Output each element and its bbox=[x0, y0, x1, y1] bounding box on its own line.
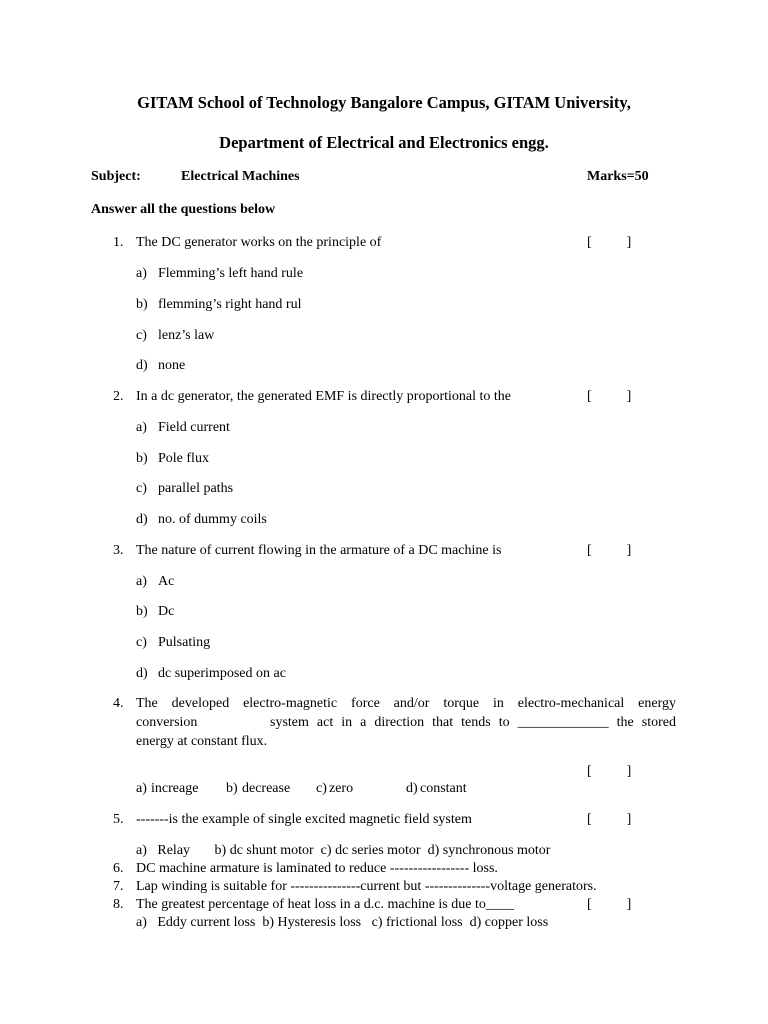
question-number: 2. bbox=[113, 389, 124, 404]
option-text: Flemming’s left hand rule bbox=[158, 266, 304, 281]
question-text: DC machine armature is laminated to reduce ----------------- loss. bbox=[136, 861, 498, 876]
answer-bracket: [ ] bbox=[587, 235, 632, 250]
option-label: d) bbox=[136, 666, 148, 681]
answer-bracket: [ ] bbox=[587, 764, 632, 779]
option-text: none bbox=[158, 358, 186, 373]
option-label: c) bbox=[136, 635, 147, 650]
option-text: dc superimposed on ac bbox=[158, 666, 286, 681]
option-label: d) bbox=[136, 512, 148, 527]
question-text: The DC generator works on the principle of bbox=[136, 235, 382, 250]
question-text: In a dc generator, the generated EMF is directly proportional to the bbox=[136, 389, 511, 404]
option-text: lenz’s law bbox=[158, 328, 215, 343]
question-number: 6. bbox=[113, 861, 124, 876]
answer-bracket: [ ] bbox=[587, 389, 632, 404]
option-text: Pole flux bbox=[158, 451, 209, 466]
option-label: b) bbox=[136, 604, 148, 619]
option-label: a) bbox=[136, 781, 147, 796]
option-label: d) bbox=[136, 358, 148, 373]
option-label: a) bbox=[136, 574, 147, 589]
option-text: zero bbox=[329, 781, 354, 796]
option-label: c) bbox=[136, 481, 147, 496]
option-text: Field current bbox=[158, 420, 230, 435]
question-number: 8. bbox=[113, 897, 124, 912]
question-text: -------is the example of single excited magnetic field system bbox=[136, 812, 472, 827]
marks-label: Marks=50 bbox=[587, 169, 649, 184]
question-text-line-3: energy at constant flux. bbox=[136, 734, 268, 749]
option-text: constant bbox=[420, 781, 467, 796]
question-number: 7. bbox=[113, 879, 124, 894]
option-text: parallel paths bbox=[158, 481, 234, 496]
question-number: 4. bbox=[113, 696, 124, 711]
question-number: 3. bbox=[113, 543, 124, 558]
answer-bracket: [ ] bbox=[587, 543, 632, 558]
option-text: increage bbox=[151, 781, 199, 796]
option-text: Pulsating bbox=[158, 635, 211, 650]
option-label: c) bbox=[316, 781, 327, 796]
option-text: flemming’s right hand rul bbox=[158, 297, 302, 312]
question-number: 1. bbox=[113, 235, 124, 250]
question-text-line-2b: system act in a direction that tends to _____________ the stored bbox=[270, 715, 676, 730]
option-label: d) bbox=[406, 781, 418, 796]
option-text: Dc bbox=[158, 604, 175, 619]
header-line-1: GITAM School of Technology Bangalore Campus, GITAM University, bbox=[137, 93, 631, 112]
header-line-2: Department of Electrical and Electronics engg. bbox=[219, 133, 549, 152]
question-text-line-1: The developed electro-magnetic force and/or torque in electro-mechanical energy bbox=[136, 696, 676, 711]
option-text: Ac bbox=[158, 574, 175, 589]
answer-bracket: [ ] bbox=[587, 897, 632, 912]
option-label: b) bbox=[226, 781, 238, 796]
question-text: The greatest percentage of heat loss in a d.c. machine is due to____ bbox=[136, 897, 514, 912]
option-label: b) bbox=[136, 451, 148, 466]
question-text: Lap winding is suitable for ---------------current but --------------voltage generators. bbox=[136, 879, 597, 894]
answer-bracket: [ ] bbox=[587, 812, 632, 827]
subject-label: Subject: bbox=[91, 169, 141, 184]
option-text: decrease bbox=[242, 781, 291, 796]
question-text-line-2a: conversion bbox=[136, 715, 198, 730]
option-label: a) bbox=[136, 420, 147, 435]
options-line: a) Relay b) dc shunt motor c) dc series motor d) synchronous motor bbox=[136, 843, 551, 858]
question-text: The nature of current flowing in the armature of a DC machine is bbox=[136, 543, 502, 558]
option-text: no. of dummy coils bbox=[158, 512, 267, 527]
question-number: 5. bbox=[113, 812, 124, 827]
options-line: a) Eddy current loss b) Hysteresis loss c) frictional loss d) copper loss bbox=[136, 915, 549, 930]
option-label: a) bbox=[136, 266, 147, 281]
subject-value: Electrical Machines bbox=[181, 169, 300, 184]
option-label: c) bbox=[136, 328, 147, 343]
instruction: Answer all the questions below bbox=[91, 202, 276, 217]
option-label: b) bbox=[136, 297, 148, 312]
